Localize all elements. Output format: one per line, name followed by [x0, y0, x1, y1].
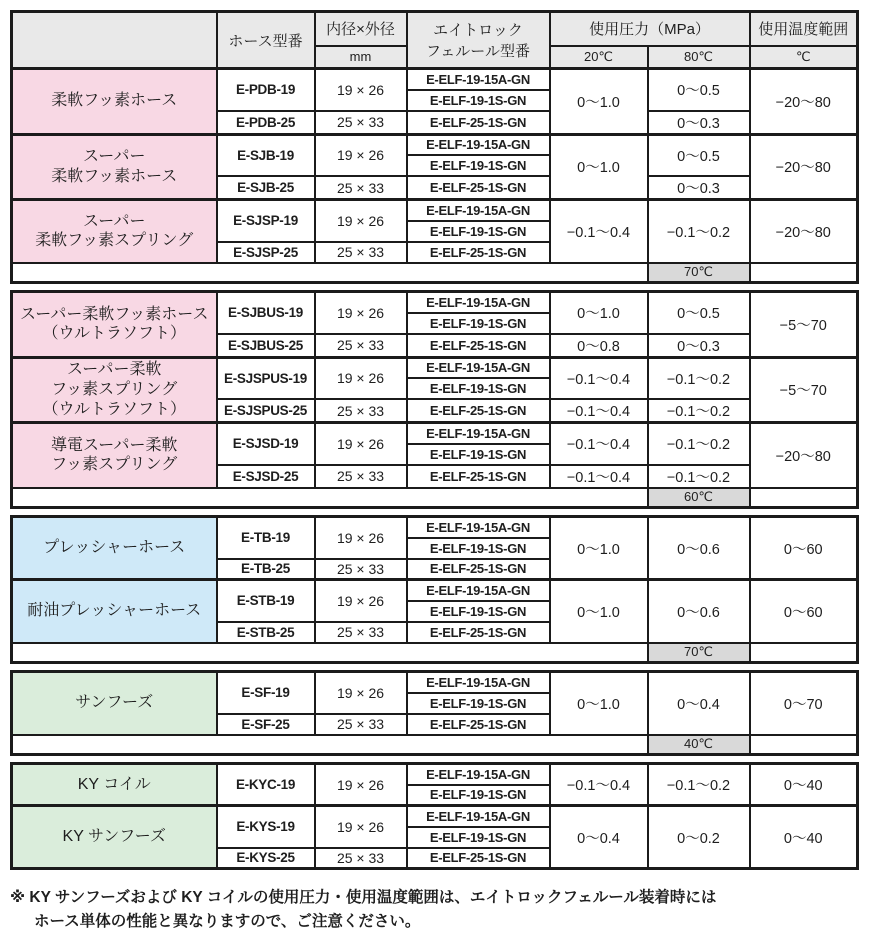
header-size-unit: mm	[315, 46, 407, 69]
ferrule-model-cell: E-ELF-19-1S-GN	[407, 827, 550, 848]
pressure-20-cell: −0.1～0.4	[550, 423, 648, 465]
hose-model-cell: E-PDB-19	[217, 69, 315, 111]
hose-model-cell: E-SF-19	[217, 672, 315, 714]
hose-model-cell: E-SJBUS-19	[217, 292, 315, 334]
product-name-line: （ウルトラソフト）	[42, 400, 187, 418]
note-row	[12, 263, 858, 283]
product-name-cell	[12, 423, 217, 488]
ferrule-model-cell: E-ELF-19-15A-GN	[407, 764, 550, 785]
size-cell: 25 × 33	[315, 242, 407, 263]
ferrule-model-cell: E-ELF-25-1S-GN	[407, 334, 550, 358]
product-name-cell	[12, 580, 217, 643]
header-ferrule-line: フェルール型番	[426, 43, 530, 60]
hose-model-cell: E-SF-25	[217, 714, 315, 735]
pressure-80-cell: 0～0.6	[648, 517, 750, 580]
pressure-80-cell: 0～0.3	[648, 176, 750, 200]
hose-spec-table-block-2	[10, 290, 859, 509]
table-row	[12, 517, 858, 538]
temp-range-cell: 0～40	[750, 806, 858, 869]
size-cell: 25 × 33	[315, 714, 407, 735]
ferrule-model-cell: E-ELF-19-15A-GN	[407, 292, 550, 313]
product-name-line: フッ素スプリング	[51, 380, 178, 398]
pressure-80-cell: −0.1～0.2	[648, 423, 750, 465]
pressure-20-cell: 0～1.0	[550, 672, 648, 735]
pressure-80-cell: 0～0.5	[648, 134, 750, 176]
header-pressure: 使用圧力（MPa）	[550, 12, 750, 46]
note-row	[12, 735, 858, 755]
table-row	[12, 764, 858, 785]
product-name-line: 柔軟フッ素ホース	[51, 167, 178, 185]
product-name-line: スーパー	[83, 212, 146, 230]
product-name-cell	[12, 806, 217, 869]
ferrule-model-cell: E-ELF-19-15A-GN	[407, 672, 550, 693]
table-row	[12, 134, 858, 155]
size-cell: 25 × 33	[315, 111, 407, 135]
size-cell: 19 × 26	[315, 580, 407, 622]
product-name-line: スーパー柔軟	[67, 361, 162, 379]
note-empty-left	[12, 735, 648, 755]
pressure-20-cell: −0.1～0.4	[550, 200, 648, 263]
header-size: 内径×外径	[315, 12, 407, 46]
ferrule-model-cell: E-ELF-19-15A-GN	[407, 806, 550, 827]
note-empty-right	[750, 488, 858, 508]
product-name-line: サンフーズ	[75, 694, 154, 712]
header-pressure-80c: 80℃	[648, 46, 750, 69]
hose-spec-table-block-1	[10, 10, 859, 284]
pressure-80-cell: 0～0.4	[648, 672, 750, 735]
note-temp-cell: 60℃	[648, 488, 750, 508]
hose-model-cell: E-PDB-25	[217, 111, 315, 135]
table-row	[12, 672, 858, 693]
temp-range-cell: 0～60	[750, 580, 858, 643]
ferrule-model-cell: E-ELF-19-1S-GN	[407, 785, 550, 806]
pressure-20-cell: 0～0.4	[550, 806, 648, 869]
product-name-line: フッ素スプリング	[51, 456, 178, 474]
footnote	[10, 886, 866, 934]
ferrule-model-cell: E-ELF-25-1S-GN	[407, 465, 550, 488]
pressure-80-cell: 0～0.3	[648, 334, 750, 358]
size-cell: 19 × 26	[315, 423, 407, 465]
ferrule-model-cell: E-ELF-19-1S-GN	[407, 693, 550, 714]
product-name-cell	[12, 134, 217, 200]
hose-model-cell: E-SJB-25	[217, 176, 315, 200]
ferrule-model-cell: E-ELF-19-15A-GN	[407, 517, 550, 538]
pressure-80-cell: −0.1～0.2	[648, 399, 750, 423]
product-name-line: プレッシャーホース	[43, 539, 186, 557]
footnote-line-1: ※ KY サンフーズおよび KY コイルの使用圧力・使用温度範囲は、エイトロックフェルール装着時には	[10, 889, 717, 906]
note-empty-left	[12, 488, 648, 508]
note-empty-right	[750, 263, 858, 283]
header-temp-range: 使用温度範囲	[750, 12, 858, 46]
note-temp-cell: 70℃	[648, 263, 750, 283]
size-cell: 19 × 26	[315, 69, 407, 111]
temp-range-cell: −20～80	[750, 69, 858, 135]
temp-range-cell: 0～60	[750, 517, 858, 580]
pressure-80-cell: −0.1～0.2	[648, 465, 750, 488]
table-row	[12, 200, 858, 221]
pressure-20-cell: −0.1～0.4	[550, 399, 648, 423]
hose-model-cell: E-SJSP-25	[217, 242, 315, 263]
pressure-20-cell: 0～1.0	[550, 69, 648, 135]
hose-model-cell: E-SJSPUS-19	[217, 357, 315, 399]
ferrule-model-cell: E-ELF-19-1S-GN	[407, 538, 550, 559]
pressure-80-cell: 0～0.6	[648, 580, 750, 643]
hose-model-cell: E-TB-19	[217, 517, 315, 559]
ferrule-model-cell: E-ELF-19-1S-GN	[407, 221, 550, 242]
ferrule-model-cell: E-ELF-19-15A-GN	[407, 423, 550, 444]
temp-range-cell: −5～70	[750, 357, 858, 423]
hose-model-cell: E-TB-25	[217, 559, 315, 580]
ferrule-model-cell: E-ELF-25-1S-GN	[407, 111, 550, 135]
ferrule-model-cell: E-ELF-25-1S-GN	[407, 559, 550, 580]
product-name-cell	[12, 200, 217, 263]
note-empty-right	[750, 643, 858, 663]
pressure-20-cell: −0.1～0.4	[550, 357, 648, 399]
pressure-80-cell: −0.1～0.2	[648, 357, 750, 399]
hose-spec-table-block-3	[10, 515, 859, 664]
hose-model-cell: E-SJBUS-25	[217, 334, 315, 358]
size-cell: 25 × 33	[315, 848, 407, 869]
hose-spec-tables	[10, 10, 880, 870]
size-cell: 19 × 26	[315, 200, 407, 242]
size-cell: 25 × 33	[315, 559, 407, 580]
hose-model-cell: E-SJSD-19	[217, 423, 315, 465]
pressure-80-cell: 0～0.3	[648, 111, 750, 135]
hose-spec-table-block-4	[10, 670, 859, 756]
product-name-line: 柔軟フッ素ホース	[51, 92, 178, 110]
pressure-80-cell: −0.1～0.2	[648, 764, 750, 806]
product-name-line: KY サンフーズ	[62, 828, 166, 846]
hose-model-cell: E-SJSD-25	[217, 465, 315, 488]
pressure-20-cell: 0～1.0	[550, 580, 648, 643]
ferrule-model-cell: E-ELF-19-15A-GN	[407, 134, 550, 155]
product-name-line: 耐油プレッシャーホース	[27, 602, 202, 620]
ferrule-model-cell: E-ELF-19-15A-GN	[407, 357, 550, 378]
hose-spec-table-block-5	[10, 762, 859, 870]
table-row	[12, 69, 858, 90]
ferrule-model-cell: E-ELF-19-1S-GN	[407, 378, 550, 399]
ferrule-model-cell: E-ELF-25-1S-GN	[407, 399, 550, 423]
product-name-line: スーパー	[83, 148, 146, 166]
hose-model-cell: E-STB-25	[217, 622, 315, 643]
size-cell: 25 × 33	[315, 465, 407, 488]
pressure-20-cell: 0～1.0	[550, 292, 648, 334]
size-cell: 19 × 26	[315, 806, 407, 848]
header-hose-model: ホース型番	[217, 12, 315, 69]
table-row	[12, 423, 858, 444]
note-temp-cell: 40℃	[648, 735, 750, 755]
hose-model-cell: E-SJB-19	[217, 134, 315, 176]
size-cell: 19 × 26	[315, 357, 407, 399]
pressure-80-cell: 0～0.5	[648, 292, 750, 334]
temp-range-cell: −20～80	[750, 423, 858, 488]
pressure-20-cell: −0.1～0.4	[550, 764, 648, 806]
size-cell: 19 × 26	[315, 134, 407, 176]
table-row	[12, 292, 858, 313]
pressure-80-cell: 0～0.2	[648, 806, 750, 869]
size-cell: 19 × 26	[315, 764, 407, 806]
header-pressure-20c: 20℃	[550, 46, 648, 69]
product-name-line: 導電スーパー柔軟	[51, 436, 178, 454]
header-ferrule-line: エイトロック	[433, 22, 523, 39]
hose-model-cell: E-KYC-19	[217, 764, 315, 806]
hose-model-cell: E-SJSP-19	[217, 200, 315, 242]
pressure-20-cell: 0～1.0	[550, 517, 648, 580]
note-empty-right	[750, 735, 858, 755]
pressure-80-cell: 0～0.5	[648, 69, 750, 111]
temp-range-cell: −20～80	[750, 200, 858, 263]
pressure-80-cell: −0.1～0.2	[648, 200, 750, 263]
size-cell: 19 × 26	[315, 672, 407, 714]
temp-range-cell: 0～40	[750, 764, 858, 806]
ferrule-model-cell: E-ELF-19-1S-GN	[407, 155, 550, 176]
product-name-cell	[12, 764, 217, 806]
temp-range-cell: −5～70	[750, 292, 858, 358]
note-empty-left	[12, 643, 648, 663]
ferrule-model-cell: E-ELF-19-1S-GN	[407, 313, 550, 334]
temp-range-cell: 0～70	[750, 672, 858, 735]
temp-range-cell: −20～80	[750, 134, 858, 200]
header-ferrule-model	[407, 12, 550, 69]
pressure-20-cell: 0～0.8	[550, 334, 648, 358]
product-name-cell	[12, 672, 217, 735]
corner-cell	[12, 12, 217, 69]
size-cell: 19 × 26	[315, 517, 407, 559]
table-row	[12, 806, 858, 827]
size-cell: 19 × 26	[315, 292, 407, 334]
ferrule-model-cell: E-ELF-25-1S-GN	[407, 848, 550, 869]
table-row	[12, 357, 858, 378]
hose-model-cell: E-SJSPUS-25	[217, 399, 315, 423]
pressure-20-cell: −0.1～0.4	[550, 465, 648, 488]
size-cell: 25 × 33	[315, 334, 407, 358]
ferrule-model-cell: E-ELF-25-1S-GN	[407, 714, 550, 735]
ferrule-model-cell: E-ELF-19-15A-GN	[407, 69, 550, 90]
table-row	[12, 580, 858, 601]
ferrule-model-cell: E-ELF-19-1S-GN	[407, 601, 550, 622]
size-cell: 25 × 33	[315, 399, 407, 423]
footnote-line-2: ホース単体の性能と異なりますので、ご注意ください。	[34, 913, 421, 931]
ferrule-model-cell: E-ELF-19-1S-GN	[407, 90, 550, 111]
product-name-line: （ウルトラソフト）	[42, 325, 187, 343]
note-empty-left	[12, 263, 648, 283]
hose-model-cell: E-KYS-19	[217, 806, 315, 848]
note-row	[12, 488, 858, 508]
size-cell: 25 × 33	[315, 622, 407, 643]
ferrule-model-cell: E-ELF-19-1S-GN	[407, 444, 550, 465]
header-temp-unit: ℃	[750, 46, 858, 69]
note-row	[12, 643, 858, 663]
ferrule-model-cell: E-ELF-25-1S-GN	[407, 622, 550, 643]
hose-model-cell: E-STB-19	[217, 580, 315, 622]
size-cell: 25 × 33	[315, 176, 407, 200]
product-name-cell	[12, 357, 217, 423]
ferrule-model-cell: E-ELF-19-15A-GN	[407, 200, 550, 221]
product-name-line: KY コイル	[77, 775, 151, 793]
product-name-cell	[12, 292, 217, 358]
ferrule-model-cell: E-ELF-25-1S-GN	[407, 242, 550, 263]
pressure-20-cell: 0～1.0	[550, 134, 648, 200]
note-temp-cell: 70℃	[648, 643, 750, 663]
product-name-cell	[12, 69, 217, 135]
product-name-line: 柔軟フッ素スプリング	[35, 232, 194, 250]
product-name-line: スーパー柔軟フッ素ホース	[20, 305, 209, 323]
ferrule-model-cell: E-ELF-19-15A-GN	[407, 580, 550, 601]
product-name-cell	[12, 517, 217, 580]
ferrule-model-cell: E-ELF-25-1S-GN	[407, 176, 550, 200]
hose-model-cell: E-KYS-25	[217, 848, 315, 869]
